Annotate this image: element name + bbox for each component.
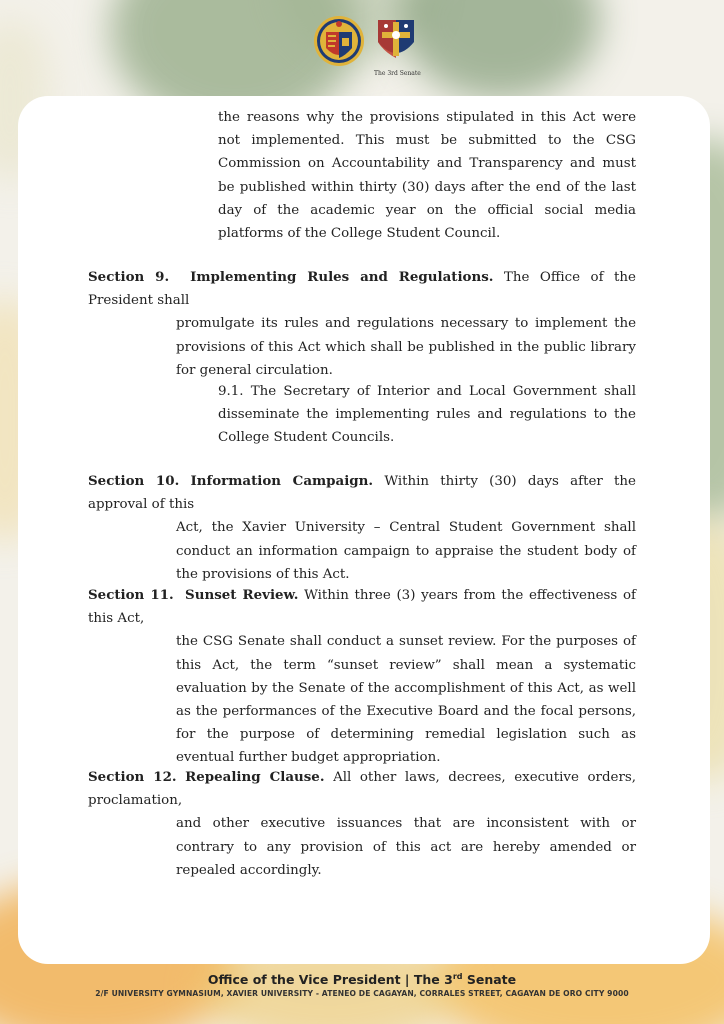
- document-page: [18, 96, 710, 964]
- page-footer: [0, 972, 724, 998]
- section-lead: Within thirty (30) days after the approval of this: [88, 474, 636, 513]
- section-label: Section 12.: [88, 769, 177, 785]
- office-prefix: Office of the Vice President | The 3: [207, 972, 453, 988]
- section-10: [88, 470, 636, 586]
- section-body: and other executive issuances that are inconsistent with or contrary to any provision of this act are hereby amended or repealed accordingly.: [176, 816, 636, 878]
- section-body: promulgate its rules and regulations necessary to implement the provisions of this Act which shall be published in the public library for general circulation.: [176, 316, 636, 378]
- section-title: Repealing Clause.: [185, 769, 325, 785]
- subsection-9-1: 9.1. The Secretary of Interior and Local Government shall disseminate the implementing rules and regulations to the College Student Councils.: [218, 384, 636, 446]
- header-logos: [312, 14, 422, 76]
- office-sup: rd: [452, 972, 463, 981]
- section-body: the CSG Senate shall conduct a sunset review. For the purposes of this Act, the term “sunset review” shall mean a systematic evaluation by the Senate of the accomplishment of this Act, as well as the performances of the Executive Board and the focal persons, for the purpose of determining remedial legislation such as eventual further budget appropriation.: [176, 634, 636, 766]
- section-label: Section 9.: [88, 269, 170, 285]
- section-label: Section 11.: [88, 587, 174, 603]
- section-lead: The Office of the President shall: [88, 270, 636, 309]
- section-title: Sunset Review.: [185, 587, 299, 603]
- section-lead: Within three (3) years from the effectiveness of this Act,: [88, 588, 636, 627]
- section-9: [88, 266, 636, 382]
- section-label: Section 10.: [88, 473, 180, 489]
- section-lead: All other laws, decrees, executive orders, proclamation,: [88, 770, 636, 809]
- senate-crest-logo: [374, 14, 418, 66]
- section-title: Implementing Rules and Regulations.: [190, 269, 494, 285]
- section-12: [88, 766, 636, 882]
- section-body: Act, the Xavier University – Central Student Government shall conduct an information campaign to appraise the student body of the provisions of this Act.: [176, 520, 636, 582]
- office-suffix: Senate: [462, 972, 517, 988]
- continuation-paragraph: the reasons why the provisions stipulated in this Act were not implemented. This must be submitted to the CSG Commission on Accountability and Transparency and must be published within thirty (30) days after the end of the last day of the academic year on the official social media platforms of the College Student Council.: [218, 110, 636, 242]
- senate-tag: The 3rd Senate: [374, 70, 421, 77]
- section-11: [88, 584, 636, 770]
- office-line: [0, 972, 724, 987]
- section-title: Information Campaign.: [190, 473, 374, 489]
- university-seal-logo: [312, 14, 366, 70]
- address-line: 2/F UNIVERSITY GYMNASIUM, XAVIER UNIVERSITY - ATENEO DE CAGAYAN, CORRALES STREET, CAGAYAN DE ORO CITY 9000: [95, 989, 629, 999]
